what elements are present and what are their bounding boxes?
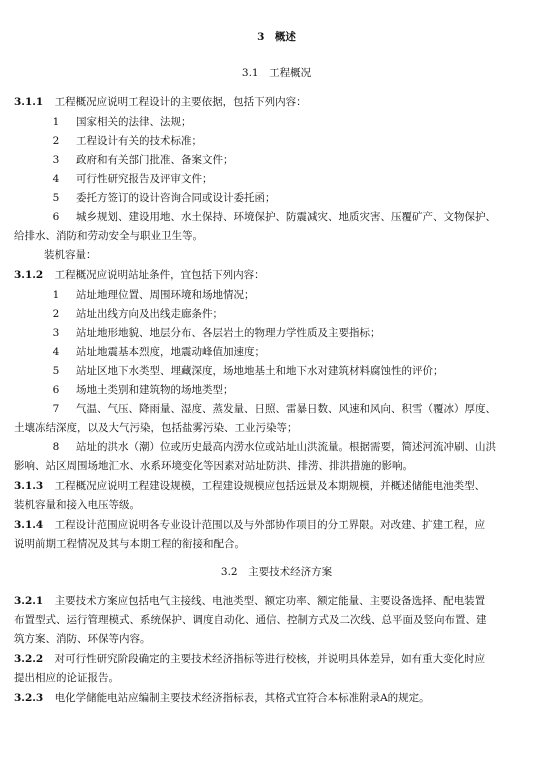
clause-3-2-2 <box>14 652 539 666</box>
clause-text: 主要技术方案应包括电气主接线、电池类型、额定功率、额定能量、主要设备选择、配电装置 <box>54 595 486 607</box>
clause-number: 3.1.2 <box>14 269 44 281</box>
clause-3-2-3 <box>14 691 539 705</box>
clause-number: 3.2.1 <box>14 595 44 607</box>
clause-3-1-1 <box>14 95 539 109</box>
clause-text-continuation: 装机容量和接入电压等级。 <box>14 499 140 511</box>
clause-text: 电化学储能电站应编制主要技术经济指标表，其格式宜符合本标准附录A的规定。 <box>54 692 430 704</box>
list-item: 5 站址区地下水类型、埋藏深度，场地地基土和地下水对建筑材料腐蚀性的评价； <box>52 365 444 377</box>
list-item: 3 站址地形地貌、地层分布、各层岩土的物理力学性质及主要指标； <box>52 327 381 339</box>
clause-text-continuation: 提出相应的论证报告。 <box>14 672 119 684</box>
clause-text: 对可行性研究阶段确定的主要技术经济指标等进行校核，并说明具体差异，如有重大变化时应 <box>54 653 486 665</box>
list-item: 1 站址地理位置、周围环境和场地情况； <box>52 289 255 301</box>
clause-3-1-3 <box>14 479 539 493</box>
list-item-continuation: 给排水、消防和劳动安全与职业卫生等。 <box>14 230 203 242</box>
clause-number: 3.1.3 <box>14 480 44 492</box>
clause-number: 3.1.1 <box>14 96 44 108</box>
section-title-3-2: 3.2 主要技术经济方案 <box>220 566 333 578</box>
clause-3-1-2 <box>14 268 539 282</box>
list-item: 5 委托方签订的设计咨询合同或设计委托函； <box>52 192 276 204</box>
list-item: 6 场地土类别和建筑物的场地类型； <box>52 384 234 396</box>
list-item: 3 政府和有关部门批准、备案文件； <box>52 154 234 166</box>
clause-text: 工程概况应说明工程设计的主要依据，包括下列内容： <box>54 96 307 108</box>
list-item-continuation: 土壤冻结深度，以及大气污染，包括盐雾污染、工业污染等； <box>14 422 298 434</box>
section-title-3-1: 3.1 工程概况 <box>241 67 312 79</box>
clause-tail: 装机容量： <box>44 249 97 261</box>
list-item: 2 工程设计有关的技术标准； <box>52 135 202 147</box>
clause-text: 工程概况应说明工程建设规模，工程建设规模应包括远景及本期规模，并概述储能电池类型、 <box>54 480 486 492</box>
list-item: 8 站址的洪水（潮）位或历史最高内涝水位或站址山洪流量。根据需要，简述河流冲刷、山洪 <box>52 441 496 453</box>
list-item-continuation: 影响、站区周围场地汇水、水系环境变化等因素对站址防洪、排涝、排洪措施的影响。 <box>14 460 413 472</box>
clause-3-2-1 <box>14 594 539 608</box>
list-item: 7 气温、气压、降雨量、湿度、蒸发量、日照、雷暴日数、风速和风向、积雪（覆冰）厚度、 <box>52 403 496 415</box>
clause-3-1-4 <box>14 518 539 532</box>
clause-text: 工程概况应说明站址条件，宜包括下列内容： <box>54 269 265 281</box>
list-item: 4 可行性研究报告及评审文件； <box>52 173 213 185</box>
clause-text: 工程设计范围应说明各专业设计范围以及与外部协作项目的分工界限。对改建、扩建工程，应 <box>54 519 486 531</box>
list-item: 6 城乡规划、建设用地、水土保持、环境保护、防震减灾、地质灾害、压覆矿产、文物保护、 <box>52 211 496 223</box>
list-item: 4 站址地震基本烈度，地震动峰值加速度； <box>52 346 265 358</box>
clause-number: 3.2.3 <box>14 692 44 704</box>
clause-text-continuation: 布置型式、运行管理模式、系统保护、调度自动化、通信、控制方式及二次线、总平面及竖向布置、建 <box>14 614 487 626</box>
clause-text-continuation: 筑方案、消防、环保等内容。 <box>14 633 151 645</box>
clause-text-continuation: 说明前期工程情况及其与本期工程的衔接和配合。 <box>14 538 245 550</box>
list-item: 1 国家相关的法律、法规； <box>52 116 192 128</box>
list-item: 2 站址出线方向及出线走廊条件； <box>52 308 223 320</box>
chapter-title: 3 概述 <box>257 31 296 43</box>
clause-number: 3.1.4 <box>14 519 44 531</box>
clause-number: 3.2.2 <box>14 653 44 665</box>
